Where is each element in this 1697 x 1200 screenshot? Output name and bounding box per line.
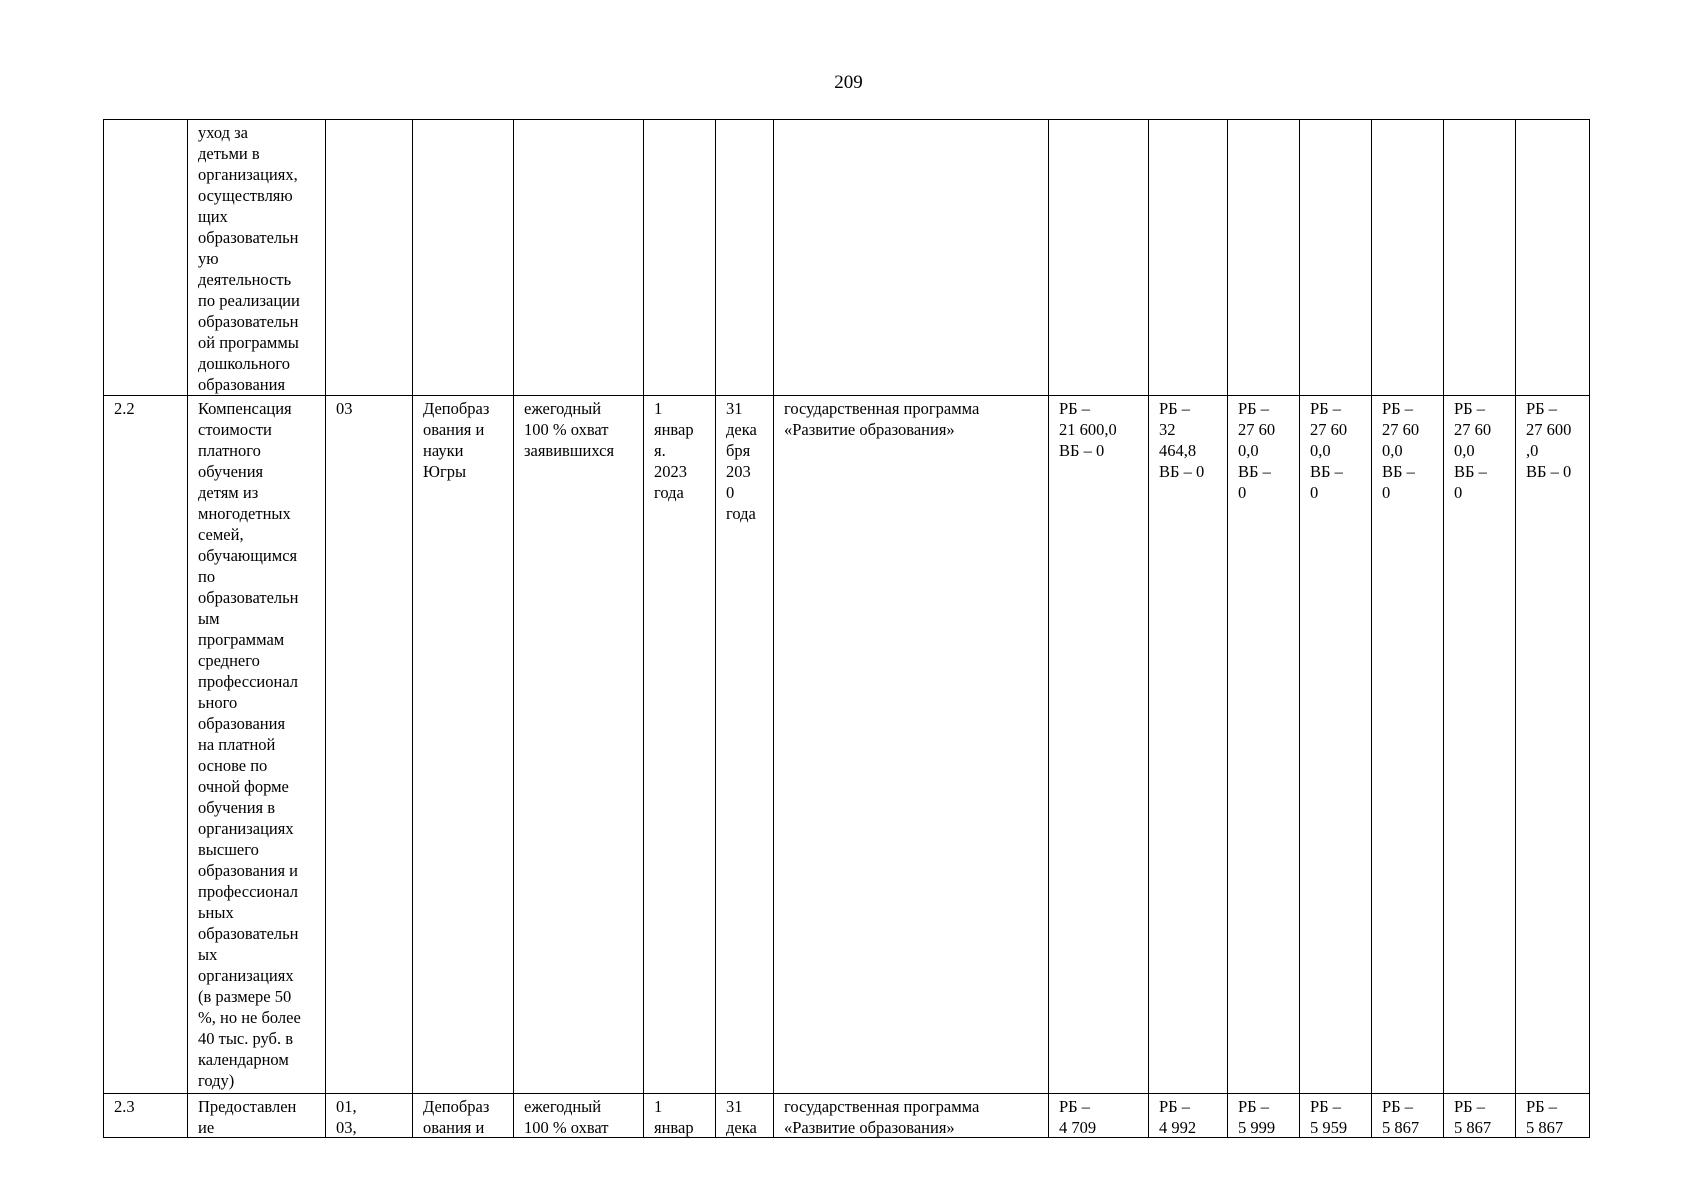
measure-name-cell: Компенсация стоимости платного обучения детям из многодетных семей, обучающимся по образовательн ым программам среднего профессионал ьного образования на платной основе по очной форме обучения в организациях высшего образования и профессионал ьных образовательн ых организациях (в размере 50 %, но не более 40 тыс. руб. в календарном году) bbox=[188, 396, 326, 1094]
measures-table bbox=[103, 119, 1590, 1138]
funding-cell bbox=[1516, 1094, 1590, 1138]
measure-name-cell: уход за детьми в организациях, осуществляю щих образовательн ую деятельность по реализации образовательн ой программы дошкольного образования bbox=[188, 120, 326, 396]
cell-text: РБ – 5 959 bbox=[1310, 1097, 1348, 1137]
cell-text: РБ – 5 867 bbox=[1382, 1097, 1420, 1137]
end-date-cell bbox=[716, 120, 774, 396]
cell-text: 31 дека bbox=[726, 1097, 757, 1137]
code-cell bbox=[326, 120, 413, 396]
funding-cell: РБ – 32 464,8 ВБ – 0 bbox=[1149, 396, 1228, 1094]
funding-cell bbox=[1149, 1094, 1228, 1138]
row-number-cell bbox=[104, 1094, 188, 1138]
program-cell bbox=[774, 120, 1049, 396]
indicator-cell bbox=[514, 120, 644, 396]
end-date-cell bbox=[716, 1094, 774, 1138]
cell-text: РБ – 4 992 bbox=[1159, 1097, 1197, 1137]
cell-text: Предоставлен ие bbox=[198, 1097, 297, 1137]
executor-cell: Депобраз ования и науки Югры bbox=[413, 396, 514, 1094]
page-number: 209 bbox=[834, 72, 863, 93]
funding-cell: РБ – 27 600 ,0 ВБ – 0 bbox=[1516, 396, 1590, 1094]
funding-cell bbox=[1300, 1094, 1372, 1138]
funding-cell: РБ – 27 60 0,0 ВБ – 0 bbox=[1300, 396, 1372, 1094]
executor-cell bbox=[413, 120, 514, 396]
cell-text: 1 январ bbox=[654, 1097, 694, 1137]
funding-cell bbox=[1228, 1094, 1300, 1138]
funding-cell bbox=[1444, 120, 1516, 396]
code-cell: 03 bbox=[326, 396, 413, 1094]
table-row bbox=[104, 396, 1590, 1094]
funding-cell: РБ – 27 60 0,0 ВБ – 0 bbox=[1372, 396, 1444, 1094]
funding-cell bbox=[1049, 120, 1149, 396]
funding-cell bbox=[1372, 1094, 1444, 1138]
indicator-cell bbox=[514, 1094, 644, 1138]
measure-name-cell bbox=[188, 1094, 326, 1138]
funding-cell bbox=[1300, 120, 1372, 396]
row-number-cell bbox=[104, 120, 188, 396]
start-date-cell: 1 январ я. 2023 года bbox=[644, 396, 716, 1094]
cell-text: государственная программа «Развитие образования» bbox=[784, 1097, 980, 1137]
funding-cell bbox=[1049, 1094, 1149, 1138]
cell-text: Депобраз ования и bbox=[423, 1097, 490, 1137]
cell-text: ежегодный 100 % охват bbox=[524, 1097, 609, 1137]
funding-cell bbox=[1516, 120, 1590, 396]
executor-cell bbox=[413, 1094, 514, 1138]
start-date-cell bbox=[644, 1094, 716, 1138]
row-number-cell: 2.2 bbox=[104, 396, 188, 1094]
code-cell bbox=[326, 1094, 413, 1138]
funding-cell bbox=[1444, 1094, 1516, 1138]
end-date-cell: 31 дека бря 203 0 года bbox=[716, 396, 774, 1094]
cell-text: РБ – 5 999 bbox=[1238, 1097, 1276, 1137]
funding-cell: РБ – 27 60 0,0 ВБ – 0 bbox=[1444, 396, 1516, 1094]
funding-cell: РБ – 27 60 0,0 ВБ – 0 bbox=[1228, 396, 1300, 1094]
cell-text: РБ – 4 709 bbox=[1059, 1097, 1097, 1137]
program-cell bbox=[774, 1094, 1049, 1138]
cell-text: 01, 03, bbox=[336, 1097, 357, 1137]
funding-cell bbox=[1228, 120, 1300, 396]
cell-text: РБ – 5 867 bbox=[1454, 1097, 1492, 1137]
indicator-cell: ежегодный 100 % охват заявившихся bbox=[514, 396, 644, 1094]
start-date-cell bbox=[644, 120, 716, 396]
table-row bbox=[104, 120, 1590, 396]
program-cell: государственная программа «Развитие образования» bbox=[774, 396, 1049, 1094]
cell-text: РБ – 5 867 bbox=[1526, 1097, 1564, 1137]
cell-text: 2.3 bbox=[114, 1097, 135, 1116]
funding-cell bbox=[1372, 120, 1444, 396]
table-row bbox=[104, 1094, 1590, 1138]
funding-cell: РБ – 21 600,0 ВБ – 0 bbox=[1049, 396, 1149, 1094]
funding-cell bbox=[1149, 120, 1228, 396]
